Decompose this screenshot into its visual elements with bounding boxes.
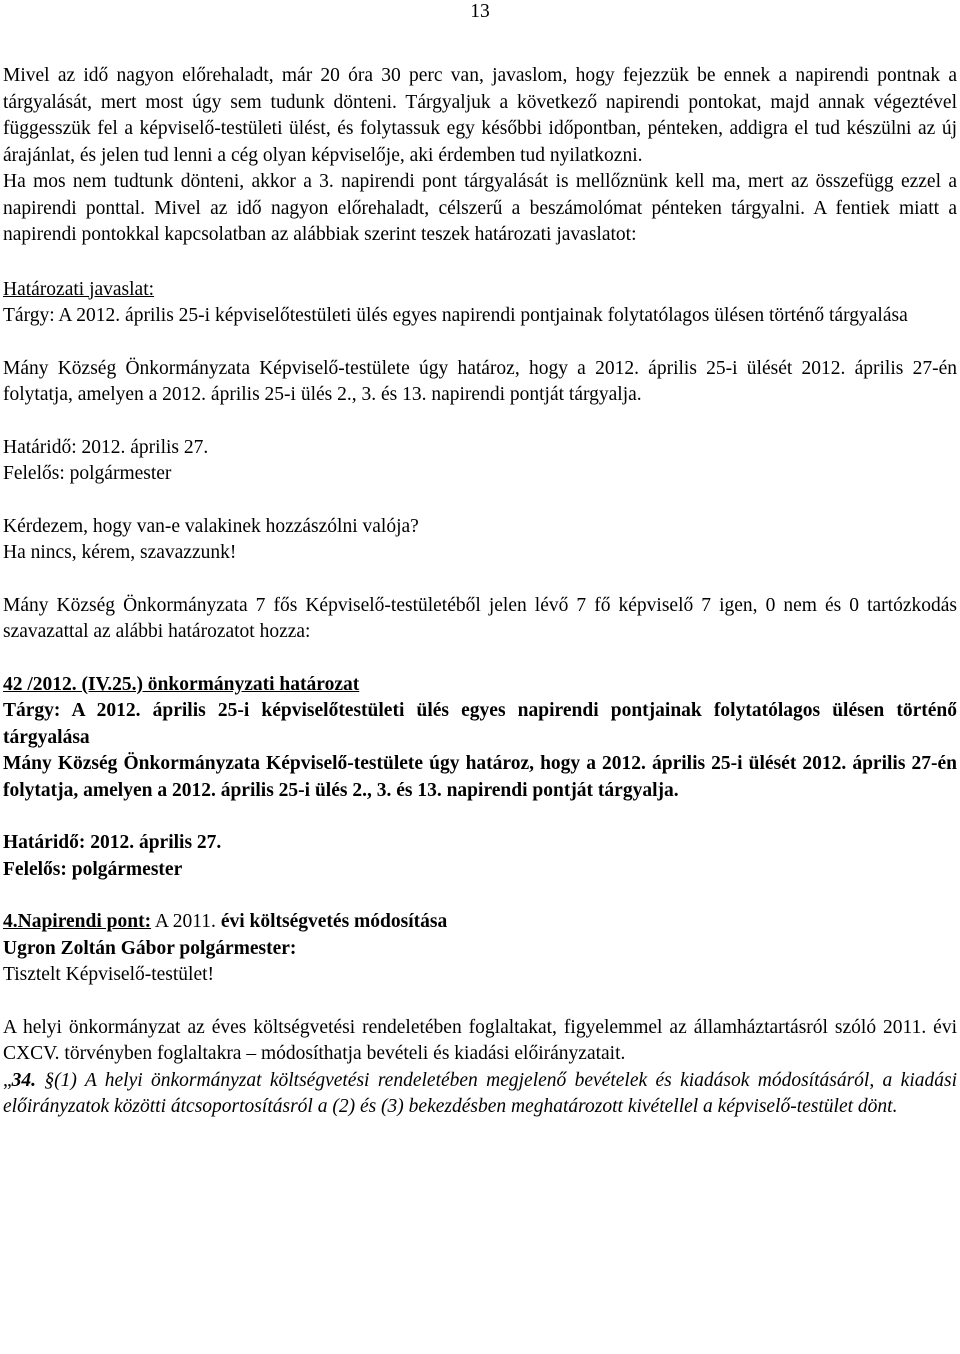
agenda4-title-plain: A 2011.: [151, 911, 221, 932]
resolution-subject: Tárgy: A 2012. április 25-i képviselőtestületi ülés egyes napirendi pontjainak folytatólagos ülésen történő tárgyalása: [3, 700, 957, 748]
page-number: 13: [470, 1, 490, 22]
quote-text: §(1) A helyi önkormányzat költségvetési rendeletében megjelenő bevételek és kiadások módosításáról, a kiadási előirányzatok közötti átcsoportosításról a (2) és (3) bekezdésben meghatározott kivétellel a képviselő-testület dönt.: [3, 1069, 957, 1117]
agenda4-label: 4.Napirendi pont:: [3, 911, 152, 932]
resolution-deadline: Határidő: 2012. április 27.: [3, 832, 222, 853]
quote-section: 34.: [11, 1069, 37, 1091]
document-body: [3, 63, 957, 1121]
vote-result: Mány Község Önkormányzata 7 fős Képviselő-testületéből jelen lévő 7 fő képviselő 7 igen, 0 nem és 0 tartózkodás szavazattal az alábbi határozatot hozza:: [3, 594, 957, 642]
proposal-body: Mány Község Önkormányzata Képviselő-testülete úgy határoz, hogy a 2012. április 25-i ülését 2012. április 27-én folytatja, amelyen a 2012. április 25-i ülés 2., 3. és 13. napirendi pontját tárgyalja.: [3, 357, 957, 405]
vote-call: Ha nincs, kérem, szavazzunk!: [3, 542, 237, 563]
intro-paragraph: Mivel az idő nagyon előrehaladt, már 20 óra 30 perc van, javaslom, hogy fejezzük be ennek a napirendi pontnak a tárgyalását, mert most úgy sem tudunk dönteni. Tárgyaljuk a következő napirendi pontokat, majd annak végeztével függesszük fel a képviselő-testületi ülést, és folytassuk egy későbbi időpontban, pénteken, addigra el tud készülni az új árajánlat, és jelen tud lenni a cég olyan képviselője, aki érdemben tud nyilatkozni.: [3, 65, 957, 166]
agenda4-title: [3, 909, 957, 936]
proposal-responsible: Felelős: polgármester: [3, 463, 172, 484]
agenda4-speaker: Ugron Zoltán Gábor polgármester:: [3, 937, 297, 959]
resolution-heading: 42 /2012. (IV.25.) önkormányzati határozat: [3, 673, 360, 695]
agenda4-title-bold: évi költségvetés módosítása: [220, 911, 448, 932]
agenda4-greeting: Tisztelt Képviselő-testület!: [3, 964, 215, 985]
question-text: Kérdezem, hogy van-e valakinek hozzászólni valója?: [3, 515, 419, 537]
proposal-subject: Tárgy: A 2012. április 25-i képviselőtestületi ülés egyes napirendi pontjainak folytatólagos ülésen történő tárgyalása: [3, 305, 908, 326]
proposal-heading: Határozati javaslat:: [3, 278, 155, 300]
quote-prefix: „: [3, 1069, 12, 1091]
agenda4-quote: [3, 1068, 957, 1121]
second-paragraph: Ha mos nem tudtunk dönteni, akkor a 3. napirendi pont tárgyalását is mellőznünk kell ma, mert az összefügg ezzel a napirendi ponttal. Mivel az idő nagyon előrehaladt, célszerű a beszámolómat pénteken tárgyalni. A fentiek miatt a napirendi pontokkal kapcsolatban az alábbiak szerint teszek határozati javaslatot:: [3, 171, 957, 245]
resolution-body: Mány Község Önkormányzata Képviselő-testülete úgy határoz, hogy a 2012. április 25-i ülését 2012. április 27-én folytatja, amelyen a 2012. április 25-i ülés 2., 3. és 13. napirendi pontját tárgyalja.: [3, 753, 957, 801]
proposal-deadline: Határidő: 2012. április 27.: [3, 436, 209, 458]
agenda4-paragraph: A helyi önkormányzat az éves költségvetési rendeletében foglaltakat, figyelemmel az államháztartásról szóló 2011. évi CXCV. törvényben foglaltakra – módosíthatja bevételi és kiadási előirányzatait.: [3, 1016, 957, 1064]
resolution-responsible: Felelős: polgármester: [3, 858, 183, 880]
